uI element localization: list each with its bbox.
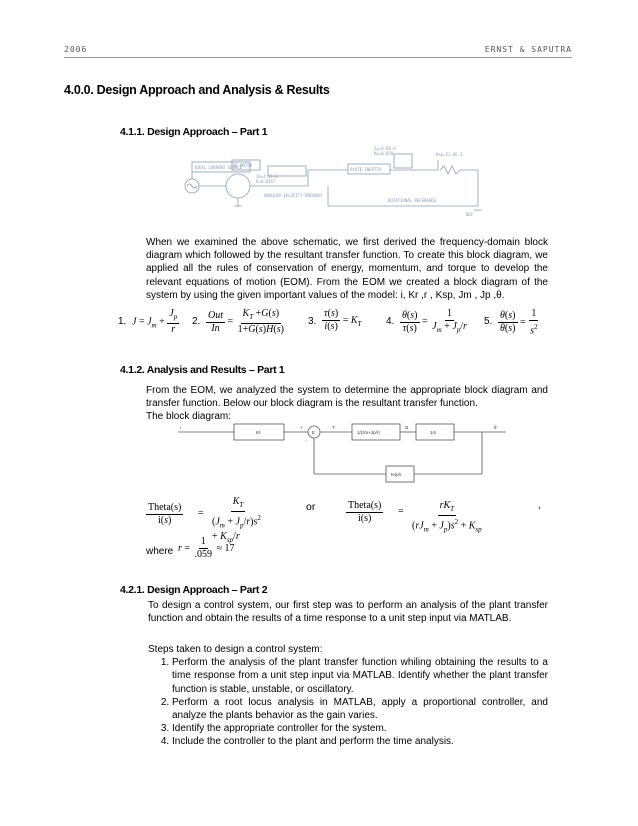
bd-label-i: i [180,425,181,430]
list-item: 2. Perform a root locus analysis in MATLAB, apply a proportional controller, and analyze the plants behavior as the gain varies. [172,696,548,722]
r-denominator: .059 [194,549,213,560]
bd-label-t: T [332,425,335,430]
schematic-label-rm: R=0.0367 [256,179,276,184]
equations-row [118,306,558,346]
bd-label-theta: θ [494,425,497,430]
transfer-function-comma: , [538,500,541,511]
transfer-function-or: or [306,501,316,513]
list-item: 1. Perform the analysis of the plant transfer function whiling obtaining the results to a time response from a unit step input via MATLAB. Identify whether the plant transfer function is stable, unstable, or oscillatory. [172,656,548,696]
schematic-label-jp: Jp=9.8E-6 [374,146,396,151]
eq2: $\frac{\text{Out}}{In}$ = $\frac{K_T +G(s)}{1+G(s)H(s)}$ [208,308,284,335]
paragraph-421 [148,599,548,625]
paragraph-421-intro: To design a control system, our first step was to perform an analysis of the plant transfer function and obtain the results of a time response to a unit step input via MATLAB. [148,600,548,625]
list-item: 3. Identify the appropriate controller for the system. [172,722,548,735]
bd-label-minus: - [305,438,307,443]
eq4-number: 4. [386,316,395,327]
header-authors: ERNST & SAPUTRA [484,45,572,54]
steps-label: Steps taken to design a control system: [148,644,323,655]
paragraph-411 [146,236,548,302]
schematic-label-jm: Jm=4.9E-6 [256,174,278,179]
section-title: 4.0.0. Design Approach and Analysis & Results [64,83,330,97]
schematic-label-motor: DC MOTOR [233,163,253,168]
bd-label-integ: 1/s [430,430,437,435]
schematic-label-ref: ROTATIONAL REFERENCE [388,198,437,203]
eq3-number: 3. [308,316,317,327]
bd-label-kt: Kt [256,430,261,435]
eq1: $J = J_m$ + $\frac{J_p}{r}$ [132,308,178,335]
eq5: $\frac{\theta(s)}{\theta(s)}$ = $\frac{1}{s^2}$ [500,308,538,337]
steps-block [148,643,548,749]
system-schematic [178,140,490,218]
subsection-title-411: 4.1.1. Design Approach – Part 1 [120,126,268,138]
block-diagram [176,418,512,484]
eq1-number: 1. [118,316,127,327]
subsection-title-412: 4.1.2. Analysis and Results – Part 1 [120,364,285,376]
schematic-label-kp: Kp=0.059 [374,151,394,156]
paragraph-412-text: From the EOM, we analyzed the system to determine the appropriate block diagram and transfer function. Below our block diagram is the resultant transfer function. [146,385,548,410]
header-rule [64,57,572,58]
block-diagram-label: The block diagram: [146,411,232,423]
header-year: 2006 [64,45,88,54]
schematic-label-ref2: REF [466,212,474,217]
schematic-label-plate: PLATE INERTIA [350,167,382,172]
steps-list [148,656,548,748]
r-equation: r = $\frac{1}{.059}$ ≈ 17 [178,536,235,560]
transfer-function-1: Theta(s) i(s) = $K_T$ $(J_m + J_p/r)s^2 + K_{sp}/r$ [148,496,261,545]
transfer-function-2: Theta(s) i(s) = $rK_T$ $(rJ_m + J_p)s^2 + K_{sp}$ [348,500,482,534]
where-label: where [146,546,174,557]
bd-label-omega: Ω [405,425,409,430]
eq2-number: 2. [192,316,201,327]
list-item: 4. Include the controller to the plant and perform the time analysis. [172,735,548,748]
schematic-label-spring: Ksp=51.6E-3 [436,152,463,157]
paragraph-411-text: When we examined the above schematic, we first derived the frequency-domain block diagram which followed by the resultant transfer function. To create this block diagram, we applied all the rules of conservation of energy, momentum, and torque to develop the relevant equations of motion (EOM). From the EOM we created a block diagram of the system by using the given important values of the model: i, Kr ,r , Ksp, Jm , Jp ,θ. [146,237,548,301]
eq3: $\frac{\tau(s)}{i(s)}$ = $K_T$ [324,308,362,332]
bd-label-e: E [312,430,316,435]
schematic-label-source: IDEAL CURRENT SOURCE [194,165,243,170]
bd-label-plus: + [300,425,303,430]
eq5-number: 5. [484,316,493,327]
schematic-label-meter: ANGULAR VELOCITY-ENCODER [264,193,322,198]
subsection-title-421: 4.2.1. Design Approach – Part 2 [120,584,268,596]
eq4: $\frac{\theta(s)}{\tau(s)}$ = $\frac{1}{J_m + J_p/r}$ [402,308,467,334]
bd-label-plant: 1/(Jm+Jp/r) [357,430,380,435]
r-value: 17 [224,542,235,554]
bd-label-fb: Ksp/r [391,472,402,477]
